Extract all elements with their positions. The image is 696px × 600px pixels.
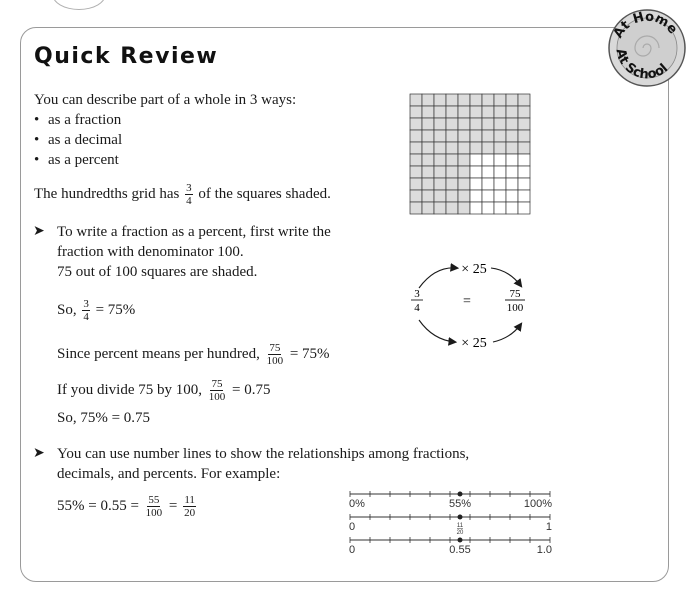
number-line-mark-label: 55% xyxy=(448,498,472,510)
top-arrow-right xyxy=(491,268,521,286)
grid-square xyxy=(506,118,518,130)
grid-square xyxy=(410,154,422,166)
grid-square xyxy=(446,154,458,166)
number-line-mark-den: 20 xyxy=(456,530,464,536)
bottom-arrow-left xyxy=(419,320,455,342)
grid-square xyxy=(446,106,458,118)
grid-square xyxy=(494,118,506,130)
number-line-start: 0 xyxy=(349,521,356,533)
grid-square xyxy=(506,202,518,214)
grid-square xyxy=(518,94,530,106)
grid-square xyxy=(518,202,530,214)
top-tab-arc xyxy=(52,0,106,10)
grid-square xyxy=(518,130,530,142)
grid-square xyxy=(410,178,422,190)
arrow-bullet-1: ➤ xyxy=(33,224,45,239)
grid-square xyxy=(458,190,470,202)
left-den: 4 xyxy=(414,302,420,314)
step1-line1: To write a fraction as a percent, first write the xyxy=(57,224,331,240)
grid-square xyxy=(494,106,506,118)
grid-square xyxy=(470,94,482,106)
step2-line1: You can use number lines to show the relationships among fractions, xyxy=(57,446,470,462)
number-line-mark-label: 0.55 xyxy=(449,544,471,554)
hundredths-grid xyxy=(409,93,531,215)
grid-square xyxy=(518,106,530,118)
grid-square xyxy=(494,130,506,142)
grid-square xyxy=(434,130,446,142)
grid-square xyxy=(410,166,422,178)
percent-per-hundred-line: Since percent means per hundred, $\frac{75}{100}$ = 75% xyxy=(57,342,330,367)
step1-line2: fraction with denominator 100. xyxy=(57,244,244,260)
grid-square xyxy=(458,130,470,142)
grid-square xyxy=(410,142,422,154)
grid-square xyxy=(482,118,494,130)
grid-square xyxy=(458,94,470,106)
grid-square xyxy=(434,94,446,106)
grid-square xyxy=(470,166,482,178)
number-line-end: 100% xyxy=(523,498,552,510)
grid-square xyxy=(518,118,530,130)
grid-square xyxy=(518,166,530,178)
grid-square xyxy=(422,106,434,118)
grid-square xyxy=(494,94,506,106)
grid-square xyxy=(410,202,422,214)
step2-line2: decimals, and percents. For example: xyxy=(57,466,281,482)
grid-square xyxy=(458,178,470,190)
number-line-mark-num: 11 xyxy=(456,523,464,529)
grid-square xyxy=(446,202,458,214)
grid-square xyxy=(482,190,494,202)
bullet-decimal: • as a decimal xyxy=(34,132,123,148)
grid-square xyxy=(422,190,434,202)
grid-square xyxy=(506,142,518,154)
grid-square xyxy=(422,154,434,166)
grid-square xyxy=(470,154,482,166)
grid-square xyxy=(410,106,422,118)
fraction-three-quarters: $\frac{3}{4}$ xyxy=(186,182,192,207)
grid-square xyxy=(518,178,530,190)
grid-square xyxy=(494,154,506,166)
grid-square xyxy=(494,142,506,154)
at-home-at-school-badge xyxy=(605,6,689,90)
grid-square xyxy=(506,190,518,202)
example-equation: 55% = 0.55 = $\frac{55}{100}$ = $\frac{11}{20}$ xyxy=(57,494,196,519)
grid-square xyxy=(506,166,518,178)
so-fraction-line: So, $\frac{3}{4}$ = 75% xyxy=(57,298,136,323)
grid-square xyxy=(446,130,458,142)
intro-text: You can describe part of a whole in 3 ways: xyxy=(34,92,297,108)
grid-square xyxy=(470,142,482,154)
grid-square xyxy=(434,202,446,214)
grid-square xyxy=(434,178,446,190)
grid-square xyxy=(494,178,506,190)
grid-square xyxy=(482,166,494,178)
grid-square xyxy=(458,118,470,130)
step1-line3: 75 out of 100 squares are shaded. xyxy=(57,264,258,280)
grid-square xyxy=(422,130,434,142)
grid-square xyxy=(518,154,530,166)
bottom-arrow-right xyxy=(493,324,521,342)
grid-square xyxy=(506,130,518,142)
grid-square xyxy=(434,106,446,118)
grid-square xyxy=(422,94,434,106)
right-den: 100 xyxy=(506,302,524,314)
grid-square xyxy=(518,190,530,202)
grid-square xyxy=(434,154,446,166)
grid-square xyxy=(410,94,422,106)
grid-square xyxy=(434,190,446,202)
grid-square xyxy=(422,178,434,190)
number-line-point xyxy=(458,515,463,520)
grid-square xyxy=(458,142,470,154)
number-line-point xyxy=(458,492,463,497)
grid-square xyxy=(470,118,482,130)
number-line-end: 1.0 xyxy=(536,544,552,554)
number-line-start: 0 xyxy=(349,544,356,554)
so-decimal-line: So, 75% = 0.75 xyxy=(57,410,151,426)
arrow-bullet-2: ➤ xyxy=(33,446,45,461)
number-line-end: 1 xyxy=(545,521,552,533)
number-line-point xyxy=(458,538,463,543)
grid-square xyxy=(446,190,458,202)
grid-square xyxy=(410,190,422,202)
grid-square xyxy=(434,118,446,130)
grid-square xyxy=(506,178,518,190)
grid-square xyxy=(494,190,506,202)
grid-square xyxy=(446,166,458,178)
equivalent-fraction-diagram xyxy=(405,258,545,353)
grid-square xyxy=(422,202,434,214)
grid-square xyxy=(482,94,494,106)
divide-line: If you divide 75 by 100, $\frac{75}{100}$ = 0.75 xyxy=(57,378,271,403)
grid-square xyxy=(482,142,494,154)
grid-square xyxy=(446,142,458,154)
grid-square xyxy=(458,106,470,118)
grid-square xyxy=(422,166,434,178)
bullet-fraction: • as a fraction xyxy=(34,112,122,128)
grid-square xyxy=(482,130,494,142)
grid-square xyxy=(410,130,422,142)
grid-square xyxy=(458,154,470,166)
bottom-multiplier: × 25 xyxy=(461,336,487,351)
grid-square xyxy=(422,118,434,130)
equals-sign: = xyxy=(463,294,471,309)
grid-square xyxy=(482,154,494,166)
top-multiplier: × 25 xyxy=(461,262,487,277)
grid-square xyxy=(494,166,506,178)
badge-bottom-text: At School xyxy=(612,47,672,83)
grid-sentence: The hundredths grid has $\frac{3}{4}$ of the squares shaded. xyxy=(34,182,331,207)
grid-square xyxy=(446,118,458,130)
page-title: Quick Review xyxy=(34,44,219,69)
number-line-start: 0% xyxy=(349,498,365,510)
badge-top-text: At Home xyxy=(610,9,681,41)
grid-square xyxy=(470,130,482,142)
grid-square xyxy=(482,178,494,190)
grid-square xyxy=(422,142,434,154)
grid-square xyxy=(470,178,482,190)
grid-square xyxy=(458,166,470,178)
grid-square xyxy=(506,154,518,166)
grid-square xyxy=(434,142,446,154)
grid-square xyxy=(506,106,518,118)
grid-square xyxy=(470,202,482,214)
grid-square xyxy=(470,190,482,202)
bullet-percent: • as a percent xyxy=(34,152,119,168)
grid-square xyxy=(506,94,518,106)
grid-square xyxy=(470,106,482,118)
left-num: 3 xyxy=(414,288,420,300)
grid-square xyxy=(482,202,494,214)
top-arrow-left xyxy=(419,268,457,288)
grid-square xyxy=(482,106,494,118)
grid-square xyxy=(458,202,470,214)
grid-square xyxy=(518,142,530,154)
right-num: 75 xyxy=(509,288,521,300)
number-lines xyxy=(340,484,570,554)
grid-square xyxy=(434,166,446,178)
grid-square xyxy=(446,94,458,106)
grid-square xyxy=(446,178,458,190)
grid-square xyxy=(494,202,506,214)
grid-square xyxy=(410,118,422,130)
